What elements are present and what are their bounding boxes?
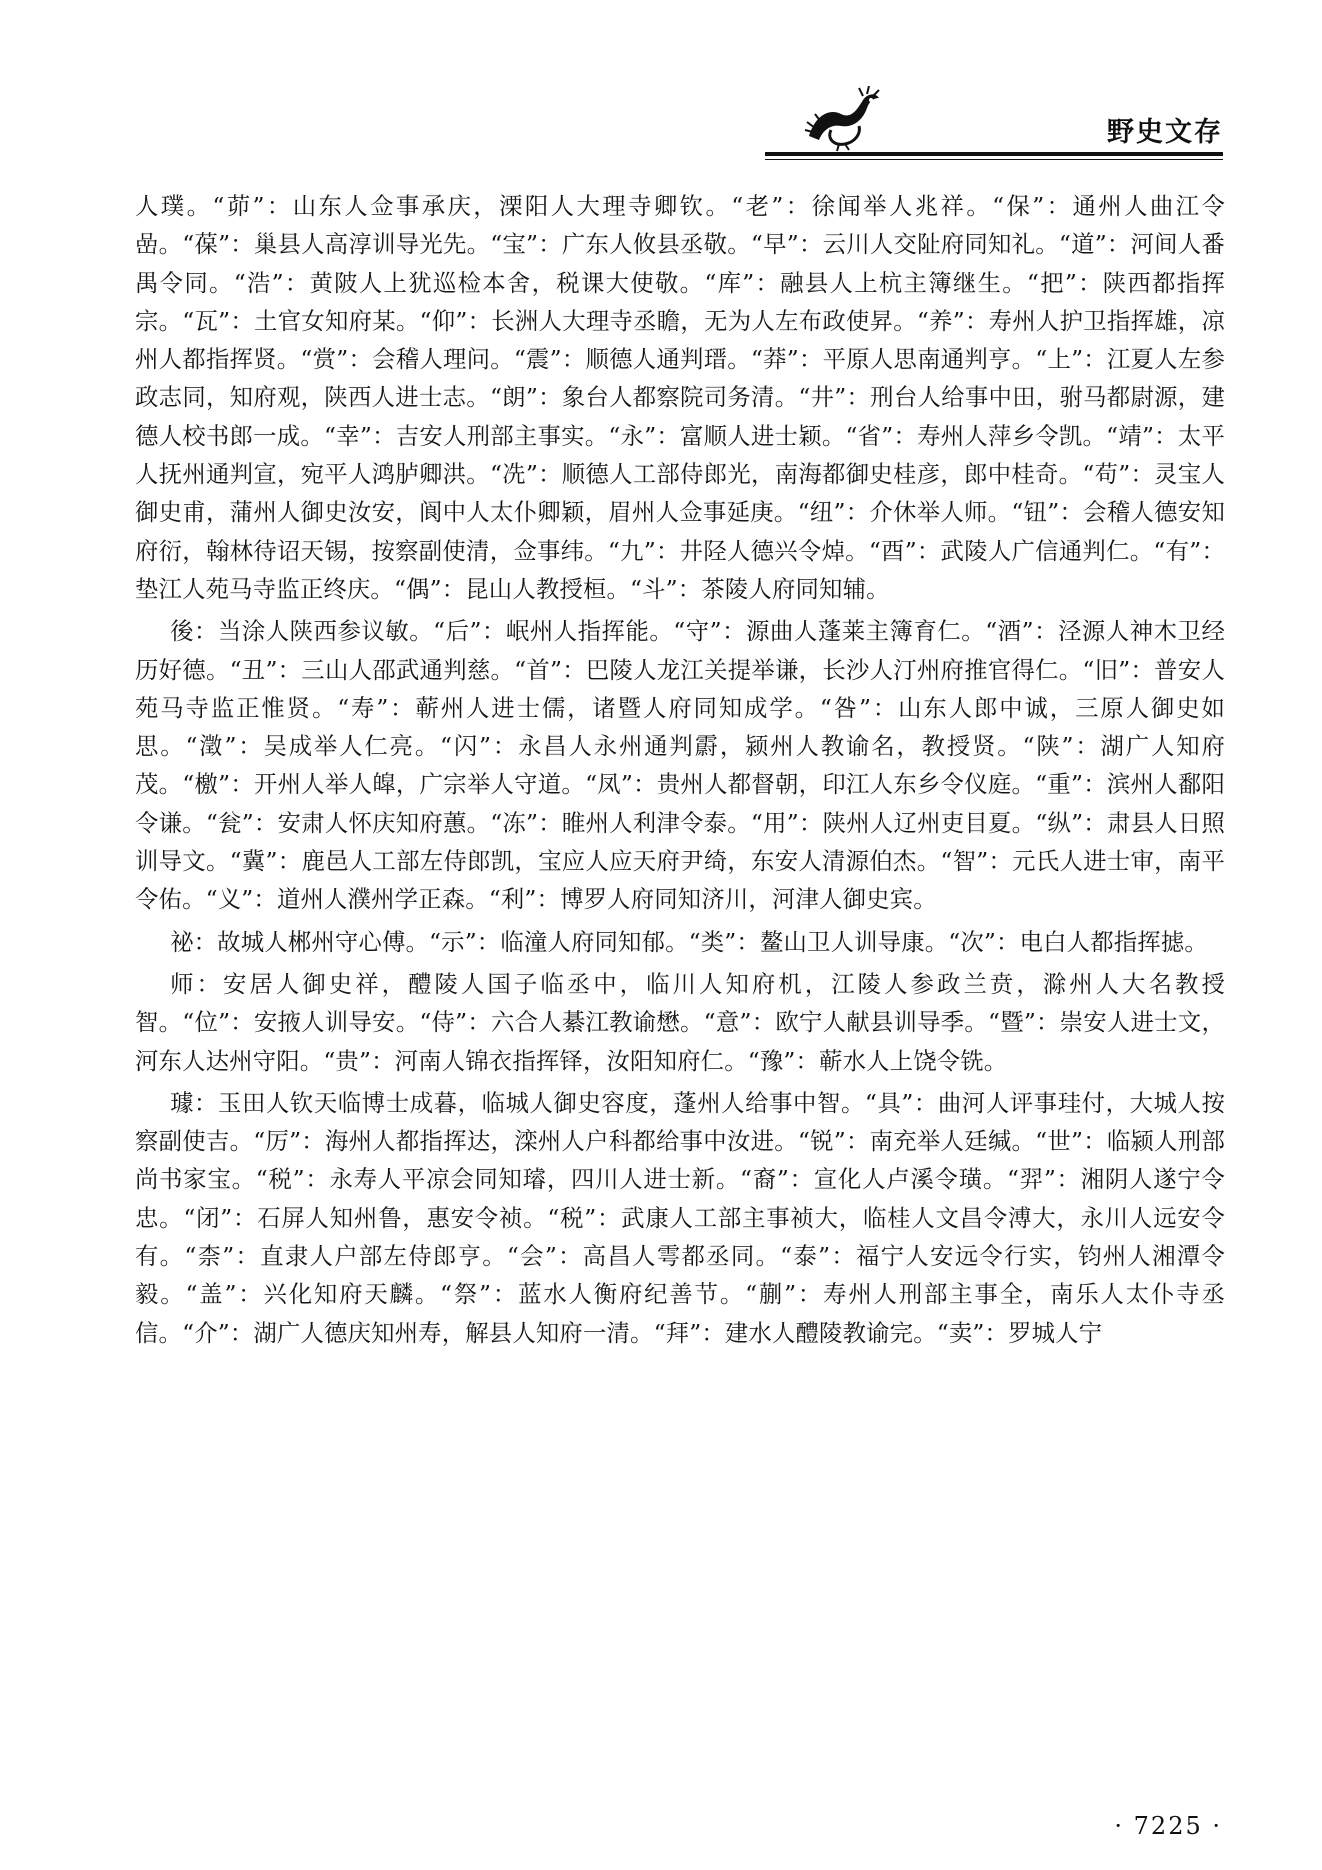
paragraph: 後：当涂人陕西参议敏。“后”：岷州人指挥能。“守”：源曲人蓬莱主簿育仁。“酒”：泾源人神木卫经历好德。“丑”：三山人邵武通判慈。“首”：巴陵人龙江关提举谦，长沙人汀州府推官得仁。“旧”：普安人苑马寺监正惟贤。“寿”：蕲州人进士儒，诸暨人府同知成学。“咎”：山东人郎中诚，三原人御史如思。“澂”：吴成举人仁亮。“闪”：永昌人永州通判霨，颍州人教谕名，教授贤。“陕”：湖广人知府茂。“檄”：开州人举人皡，广宗举人守道。“凤”：贵州人都督朝，印江人东乡令仪庭。“重”：滨州人鄱阳令谦。“瓮”：安肃人怀庆知府蕙。“冻”：睢州人利津令泰。“用”：陕州人辽州吏目夏。“纵”：肃县人日照训导文。“冀”：鹿邑人工部左侍郎凯，宝应人应天府尹绮，东安人清源伯杰。“智”：元氏人进士审，南平令佑。“义”：道州人濮州学正森。“利”：博罗人府同知济川，河津人御史宾。 (135, 617, 1225, 914)
page-header (765, 86, 1223, 162)
page-number: · 7225 · (1114, 1812, 1222, 1840)
header-rule (765, 152, 1223, 156)
header-rule-thin (765, 159, 1223, 160)
header-title: 野史文存 (1107, 117, 1223, 148)
paragraph: 人璞。“茆”：山东人佥事承庆，溧阳人大理寺卿钦。“老”：徐闻举人兆祥。“保”：通州人曲江令嵒。“葆”：巢县人高淳训导光先。“宝”：广东人攸县丞敬。“早”：云川人交阯府同知礼。“道”：河间人番禺令同。“浩”：黄陂人上犹巡检本舍，税课大使敬。“库”：融县人上杭主簿继生。“把”：陕西都指挥宗。“瓦”：土官女知府某。“仰”：长洲人大理寺丞瞻，无为人左布政使昇。“养”：寿州人护卫指挥雄，凉州人都指挥贤。“赏”：会稽人理问。“震”：顺德人通判瑨。“莽”：平原人思南通判亨。“上”：江夏人左参政志同，知府观，陕西人进士志。“朗”：象台人都察院司务清。“井”：刑台人给事中田，驸马都尉源，建德人校书郎一成。“幸”：吉安人刑部主事实。“永”：富顺人进士颖。“省”：寿州人萍乡令凯。“靖”：太平人抚州通判宣，宛平人鸿胪卿洪。“冼”：顺德人工部侍郎光，南海都御史桂彦，郎中桂奇。“苟”：灵宝人御史甫，蒲州人御史汝安，阆中人太仆卿颖，眉州人佥事延庚。“纽”：介休举人师。“钮”：会稽人德安知府衍，翰林待诏天锡，按察副使清，佥事纬。“九”：井陉人德兴令焯。“酉”：武陵人广信通判仁。“有”：垫江人苑马寺监正终庆。“偶”：昆山人教授桓。“斗”：茶陵人府同知辅。 (135, 192, 1225, 603)
body-text (135, 187, 1225, 1356)
paragraph: 祕：故城人郴州守心傅。“示”：临潼人府同知郁。“类”：鳌山卫人训导康。“次”：电白人都指挥摅。 (170, 927, 1208, 956)
dragon-emblem-icon (801, 86, 883, 152)
paragraph: 师：安居人御史祥，醴陵人国子临丞中，临川人知府机，江陵人参政兰贲，滁州人大名教授智。“位”：安掖人训导安。“侍”：六合人綦江教谕懋。“意”：欧宁人献县训导季。“暨”：崇安人进士文，河东人达州守阳。“贵”：河南人锦衣指挥铎，汝阳知府仁。“豫”：蕲水人上饶令铣。 (135, 969, 1225, 1075)
paragraph: 璩：玉田人钦天临博士成暮，临城人御史容度，蓬州人给事中智。“具”：曲河人评事珪付，大城人按察副使吉。“厉”：海州人都指挥达，滦州人户科都给事中汝进。“锐”：南充举人廷缄。“世”：临颍人刑部尚书家宝。“税”：永寿人平凉会同知璿，四川人进士新。“裔”：宣化人卢溪令璜。“羿”：湘阴人遂宁令忠。“闭”：石屏人知州鲁，惠安令祯。“税”：武康人工部主事祯大，临桂人文昌令溥大，永川人远安令有。“柰”：直隶人户部左侍郎亨。“会”：高昌人雩都丞同。“泰”：福宁人安远令行实，钧州人湘潭令毅。“盖”：兴化知府天麟。“祭”：蓝水人衡府纪善节。“蒯”：寿州人刑部主事全，南乐人太仆寺丞信。“介”：湖广人德庆知州寿，解县人知府一清。“拜”：建水人醴陵教谕完。“卖”：罗城人宁 (135, 1088, 1225, 1347)
